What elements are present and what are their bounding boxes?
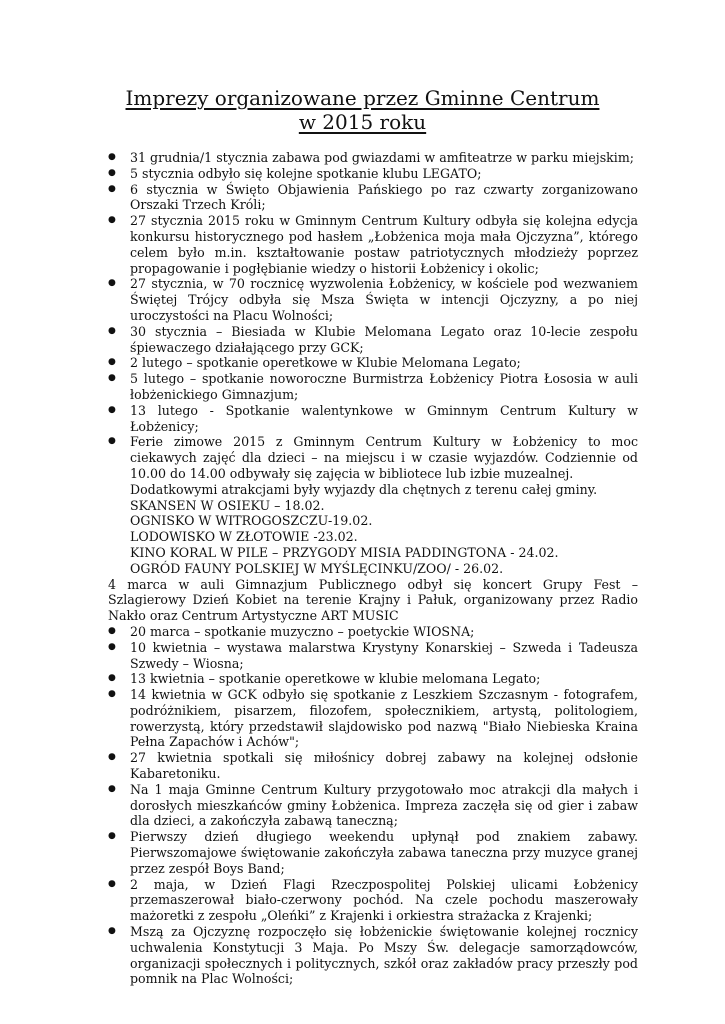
list-item: ● 31 grudnia/1 stycznia zabawa pod gwiazdami w amfiteatrze w parku miejskim; bbox=[108, 150, 638, 166]
list-item: ● Mszą za Ojczyznę rozpoczęło się łobżenickie świętowanie kolejnej rocznicy uchwalenia Konstytucji 3 Maja. Po Mszy Św. delegacje samorządowców, organizacji społecznych i politycznych, szkół oraz zakładów pracy przeszły pod pomnik na Plac Wolności; bbox=[108, 924, 638, 987]
list-item: ● 2 lutego – spotkanie operetkowe w Klubie Melomana Legato; bbox=[108, 355, 638, 371]
ferie-extra-line: OGNISKO W WITROGOSZCZU-19.02. bbox=[130, 513, 373, 529]
list-item: ● 13 lutego - Spotkanie walentynkowe w Gminnym Centrum Kultury w Łobżenicy; bbox=[108, 403, 638, 435]
title-line-1: Imprezy organizowane przez Gminne Centrum bbox=[125, 86, 600, 110]
page-title bbox=[0, 86, 725, 134]
list-item: ● Ferie zimowe 2015 z Gminnym Centrum Kultury w Łobżenicy to moc ciekawych zajęć dla dzieci – na miejscu i w czasie wyjazdów. Codziennie od 10.00 do 14.00 odbywały się zajęcia w bibliotece lub izbie muzealnej. bbox=[108, 434, 638, 481]
ferie-extra-line: KINO KORAL W PILE – PRZYGODY MISIA PADDINGTONA - 24.02. bbox=[130, 544, 559, 560]
title-line-2: w 2015 roku bbox=[298, 110, 427, 134]
list-item: ● 27 stycznia, w 70 rocznicę wyzwolenia Łobżenicy, w kościele pod wezwaniem Świętej Trójcy odbyła się Msza Święta w intencji Ojczyzny, a po niej uroczystości na Placu Wolności; bbox=[108, 276, 638, 323]
march-note: 4 marca w auli Gimnazjum Publicznego odbył się koncert Grupy Fest – Szlagierowy Dzień Kobiet na terenie Krajny i Pałuk, organizowany przez Radio Nakło oraz Centrum Artystyczne ART MUSIC bbox=[108, 576, 638, 624]
events-list-2 bbox=[108, 624, 638, 987]
ferie-extra-line: Dodatkowymi atrakcjami były wyjazdy dla chętnych z terenu całej gminy. bbox=[130, 481, 598, 497]
list-item: ● 13 kwietnia – spotkanie operetkowe w klubie melomana Legato; bbox=[108, 671, 638, 687]
ferie-extra-line: SKANSEN W OSIEKU – 18.02. bbox=[130, 497, 325, 513]
list-item: ● 2 maja, w Dzień Flagi Rzeczpospolitej Polskiej ulicami Łobżenicy przemaszerował biało-czerwony pochód. Na czele pochodu maszerowały mażoretki z zespołu „Oleńki” z Krajenki i orkiestra strażacka z Krajenki; bbox=[108, 877, 638, 924]
list-item: ● 5 stycznia odbyło się kolejne spotkanie klubu LEGATO; bbox=[108, 166, 638, 182]
list-item: ● 5 lutego – spotkanie noworoczne Burmistrza Łobżenicy Piotra Łososia w auli łobżenickiego Gimnazjum; bbox=[108, 371, 638, 403]
ferie-extra-block bbox=[108, 482, 638, 577]
list-item: ● 20 marca – spotkanie muzyczno – poetyckie WIOSNA; bbox=[108, 624, 638, 640]
list-item: ● 27 kwietnia spotkali się miłośnicy dobrej zabawy na kolejnej odsłonie Kabaretoniku. bbox=[108, 750, 638, 782]
list-item: ● 10 kwietnia – wystawa malarstwa Krystyny Konarskiej – Szweda i Tadeusza Szwedy – Wiosna; bbox=[108, 640, 638, 672]
ferie-extra-line: OGRÓD FAUNY POLSKIEJ W MYŚLĘCINKU/ZOO/ - 26.02. bbox=[130, 560, 504, 576]
list-item: ● 6 stycznia w Święto Objawienia Pańskiego po raz czwarty zorganizowano Orszaki Trzech Króli; bbox=[108, 182, 638, 214]
list-item: ● 27 stycznia 2015 roku w Gminnym Centrum Kultury odbyła się kolejna edycja konkursu historycznego pod hasłem „Łobżenica moja mała Ojczyzna”, którego celem było m.in. kształtowanie postaw patriotycznych młodzieży poprzez propagowanie i pogłębianie wiedzy o historii Łobżenicy i okolic; bbox=[108, 213, 638, 276]
list-item: ● Pierwszy dzień długiego weekendu upłynął pod znakiem zabawy. Pierwszomajowe świętowanie zakończyła zabawa taneczna przy muzyce granej przez zespół Boys Band; bbox=[108, 829, 638, 876]
ferie-extra-line: LODOWISKO W ZŁOTOWIE -23.02. bbox=[130, 529, 358, 545]
list-item: ● 30 stycznia – Biesiada w Klubie Melomana Legato oraz 10-lecie zespołu śpiewaczego działającego przy GCK; bbox=[108, 324, 638, 356]
list-item: ● Na 1 maja Gminne Centrum Kultury przygotowało moc atrakcji dla małych i dorosłych mieszkańców gminy Łobżenica. Impreza zaczęła się od gier i zabaw dla dzieci, a zakończyła zabawą taneczną; bbox=[108, 782, 638, 829]
list-item: ● 14 kwietnia w GCK odbyło się spotkanie z Leszkiem Szczasnym - fotografem, podróżnikiem, pisarzem, filozofem, społecznikiem, artystą, politologiem, rowerzystą, który przedstawił slajdowisko pod nazwą "Biało Niebieska Kraina Pełna Zapachów i Achów"; bbox=[108, 687, 638, 750]
events-list-1 bbox=[108, 150, 638, 482]
document-body bbox=[108, 150, 638, 987]
